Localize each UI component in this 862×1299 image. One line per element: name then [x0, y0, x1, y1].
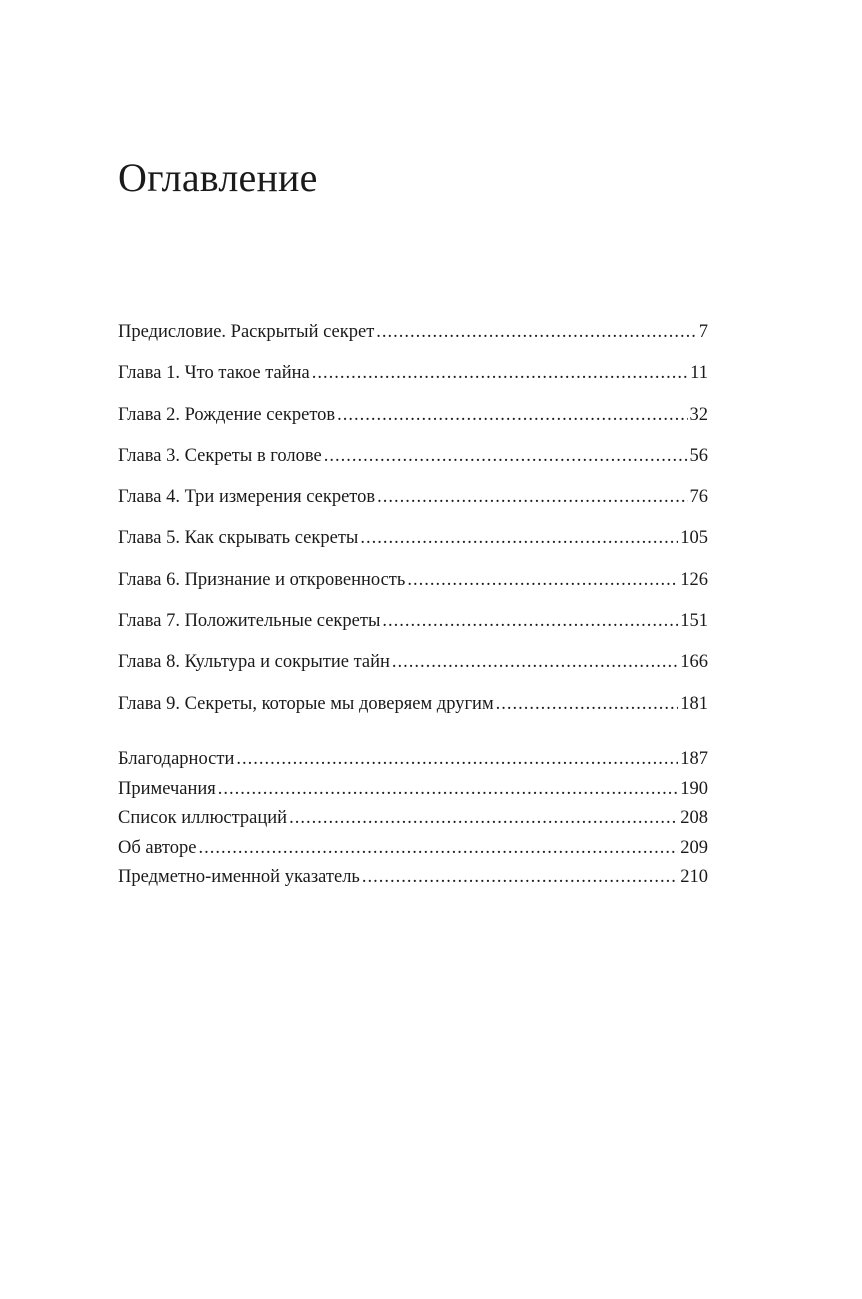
toc-entry-page: 210 — [680, 867, 708, 887]
dot-leader — [376, 312, 696, 353]
toc-entry-title: Глава 2. Рождение секретов — [118, 404, 336, 425]
toc-entry-title: Об авторе — [118, 837, 197, 858]
dot-leader — [377, 477, 687, 518]
toc-entry-title: Глава 9. Секреты, которые мы доверяем другим — [118, 693, 494, 714]
toc-entry-acknowledgements[interactable] — [118, 745, 708, 775]
toc-entry-page: 11 — [690, 363, 708, 384]
toc-entry-title: Глава 4. Три измерения секретов — [118, 487, 376, 508]
toc-entry-chapter-4[interactable] — [118, 477, 708, 518]
dot-leader — [496, 684, 679, 725]
toc-entry-illustrations[interactable] — [118, 804, 708, 834]
dot-leader — [337, 395, 687, 436]
toc-entry-title: Предисловие. Раскрытый секрет — [118, 322, 375, 342]
toc-entry-title: Предметно-именной указатель — [118, 867, 360, 887]
dot-leader — [362, 863, 678, 893]
toc-entry-page: 7 — [698, 322, 708, 342]
toc-entry-page: 190 — [680, 778, 708, 799]
toc-entry-page: 76 — [689, 487, 708, 508]
toc-entry-page: 166 — [680, 652, 708, 673]
toc-entry-about-author[interactable] — [118, 834, 708, 864]
toc-entry-chapter-9[interactable] — [118, 684, 708, 725]
toc-chapters-list — [118, 312, 708, 725]
toc-entry-title: Благодарности — [118, 749, 235, 769]
toc-entry-page: 187 — [680, 749, 708, 769]
toc-entry-page: 208 — [680, 808, 708, 828]
toc-entry-title: Глава 5. Как скрывать секреты — [118, 528, 359, 549]
dot-leader — [236, 745, 678, 775]
toc-entry-index[interactable] — [118, 863, 708, 893]
toc-entry-chapter-1[interactable] — [118, 353, 708, 394]
toc-entry-page: 126 — [680, 569, 708, 590]
toc-entry-preface[interactable] — [118, 312, 708, 353]
dot-leader — [218, 775, 678, 805]
toc-entry-chapter-7[interactable] — [118, 601, 708, 642]
dot-leader — [382, 601, 678, 642]
dot-leader — [324, 436, 688, 477]
dot-leader — [312, 353, 688, 394]
toc-entry-page: 209 — [680, 837, 708, 858]
toc-entry-title: Список иллюстраций — [118, 808, 288, 828]
dot-leader — [198, 834, 678, 864]
toc-entry-title: Глава 1. Что такое тайна — [118, 363, 310, 384]
toc-entry-title: Примечания — [118, 778, 216, 799]
toc-entry-page: 151 — [680, 611, 708, 632]
page-title: Оглавление — [118, 155, 318, 200]
toc-entry-title: Глава 8. Культура и сокрытие тайн — [118, 652, 390, 673]
toc-entry-title: Глава 6. Признание и откровенность — [118, 569, 406, 590]
toc-entry-notes[interactable] — [118, 775, 708, 805]
toc-entry-page: 105 — [680, 528, 708, 549]
toc-entry-title: Глава 3. Секреты в голове — [118, 445, 322, 466]
toc-entry-chapter-2[interactable] — [118, 395, 708, 436]
toc-entry-title: Глава 7. Положительные секреты — [118, 611, 381, 632]
toc-entry-page: 181 — [680, 693, 708, 714]
toc-entry-chapter-3[interactable] — [118, 436, 708, 477]
dot-leader — [392, 642, 678, 683]
toc-back-matter-list — [118, 745, 708, 893]
dot-leader — [360, 518, 678, 559]
dot-leader — [289, 804, 678, 834]
dot-leader — [407, 560, 678, 601]
toc-entry-chapter-8[interactable] — [118, 642, 708, 683]
toc-entry-chapter-6[interactable] — [118, 560, 708, 601]
toc-entry-chapter-5[interactable] — [118, 518, 708, 559]
toc-entry-page: 32 — [689, 404, 708, 425]
toc-entry-page: 56 — [689, 445, 708, 466]
